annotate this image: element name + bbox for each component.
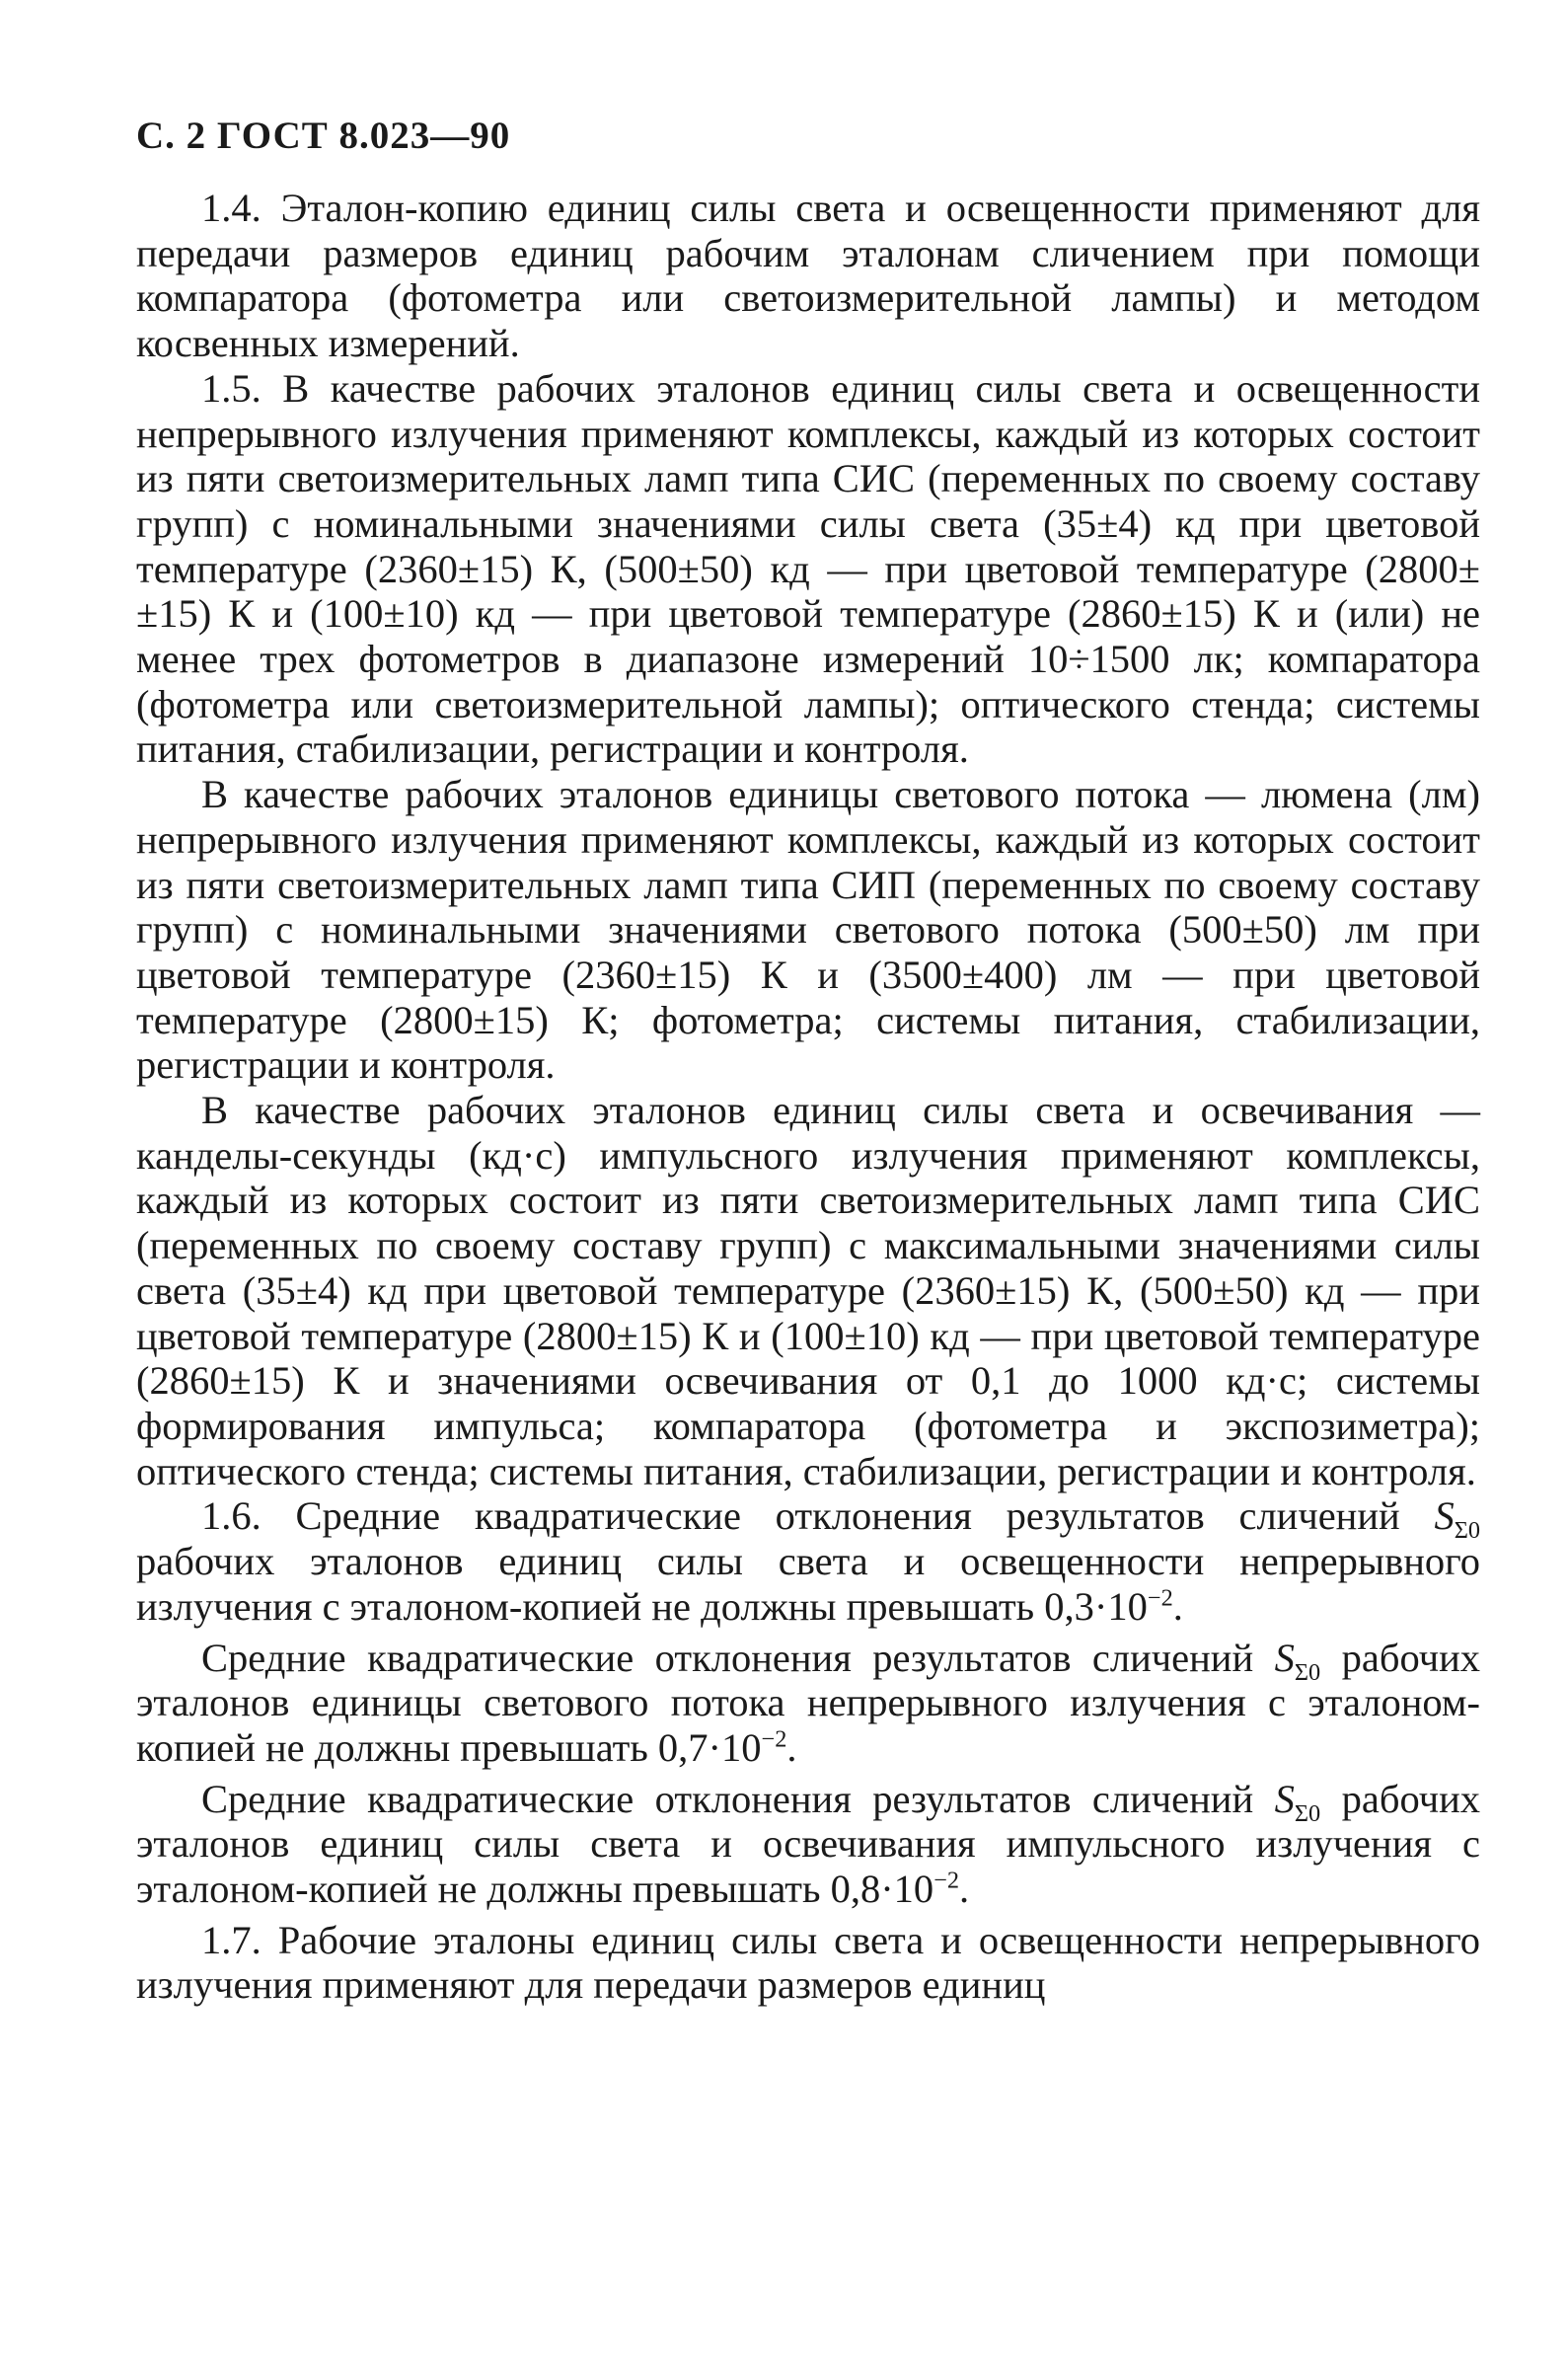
paragraph-1-6-pulse-intro: Средние квадратические отклонения результатов сличений [201,1776,1254,1821]
page-header: С. 2 ГОСТ 8.023—90 [136,114,511,157]
paragraph-1-5-flux: В качестве рабочих эталонов единицы светового потока — люмена (лм) непрерывного излучения применяют комплексы, каждый из которых состоит из пяти светоизмерительных ламп типа СИП (переменных по своему составу групп) с номинальными значениями светового потока (500±50) лм при цветовой температуре (2360±15) К и (3500±400) лм — при цветовой температуре (2800±15) К; фотометра; системы питания, стабилизации, регистрации и контроля. [136,772,1480,1088]
paragraph-1-5: 1.5. В качестве рабочих эталонов единиц силы света и освещенности непрерывного излучения применяют комплексы, каждый из которых состоит из пяти светоизмерительных ламп типа СИС (переменных по своему составу групп) с номинальными значениями силы света (35±4) кд при цветовой температуре (2360±15) К, (500±50) кд — при цветовой температуре (2800±±15) К и (100±10) кд — при цветовой температуре (2860±15) К и (или) не менее трех фотометров в диапазоне измерений 10÷1500 лк; компаратора (фотометра или светоизмерительной лампы); оптического стенда; системы питания, стабилизации, регистрации и контроля. [136,365,1480,772]
paragraph-1-4: 1.4. Эталон-копию единиц силы света и освещенности применяют для передачи размеров единиц рабочим эталонам сличением при помощи компаратора (фотометра или светоизмерительной лампы) и методом косвенных измерений. [136,186,1480,366]
exponent: −2 [933,1867,960,1894]
period: . [786,1724,797,1770]
period: . [1172,1583,1183,1629]
paragraph-1-5-pulse: В качестве рабочих эталонов единиц силы света и освечивания — канделы-секунды (кд·с) импульсного излучения применяют комплексы, каждый из которых состоит из пяти светоизмерительных ламп типа СИС (переменных по своему составу групп) с максимальными значениями силы света (35±4) кд при цветовой температуре (2360±15) К, (500±50) кд — при цветовой температуре (2800±15) К и (100±10) кд — при цветовой температуре (2860±15) К и значениями освечивания от 0,1 до 1000 кд·с; системы формирования импульса; компаратора (фотометра и экспозиметра); оптического стенда; системы питания, стабилизации, регистрации и контроля. [136,1088,1480,1493]
paragraph-1-6-flux-intro: Средние квадратические отклонения результатов сличений [201,1635,1254,1680]
period: . [959,1867,970,1912]
exponent: −2 [1147,1584,1173,1612]
paragraph-1-6 [136,1493,1480,1629]
paragraph-1-6-pulse [136,1777,1480,1912]
symbol-subscript: Σ0 [1294,1658,1321,1686]
symbol-subscript: Σ0 [1294,1799,1321,1827]
symbol-s: S [1434,1493,1455,1539]
paragraph-1-6-flux [136,1636,1480,1771]
exponent: −2 [761,1725,787,1753]
paragraph-1-7: 1.7. Рабочие эталоны единиц силы света и освещенности непрерывного излучения применяют для передачи размеров единиц [136,1917,1480,2008]
paragraph-1-6-flux-rest: рабочих эталонов единицы светового потока непрерывного излучения с эталоном-копией не должны превышать 0,7·10 [136,1635,1480,1770]
paragraph-1-6-intro: 1.6. Средние квадратические отклонения результатов сличений [201,1493,1400,1539]
symbol-s: S [1274,1635,1295,1680]
symbol-subscript: Σ0 [1454,1517,1480,1545]
paragraph-1-6-rest: рабочих эталонов единиц силы света и освещенности непрерывного излучения с эталоном-копией не должны превышать 0,3·10 [136,1539,1480,1629]
paragraph-1-6-pulse-rest: рабочих эталонов единиц силы света и освечивания импульсного излучения с эталоном-копией не должны превышать 0,8·10 [136,1776,1480,1912]
document-body [136,186,1480,2008]
symbol-s: S [1274,1776,1295,1821]
